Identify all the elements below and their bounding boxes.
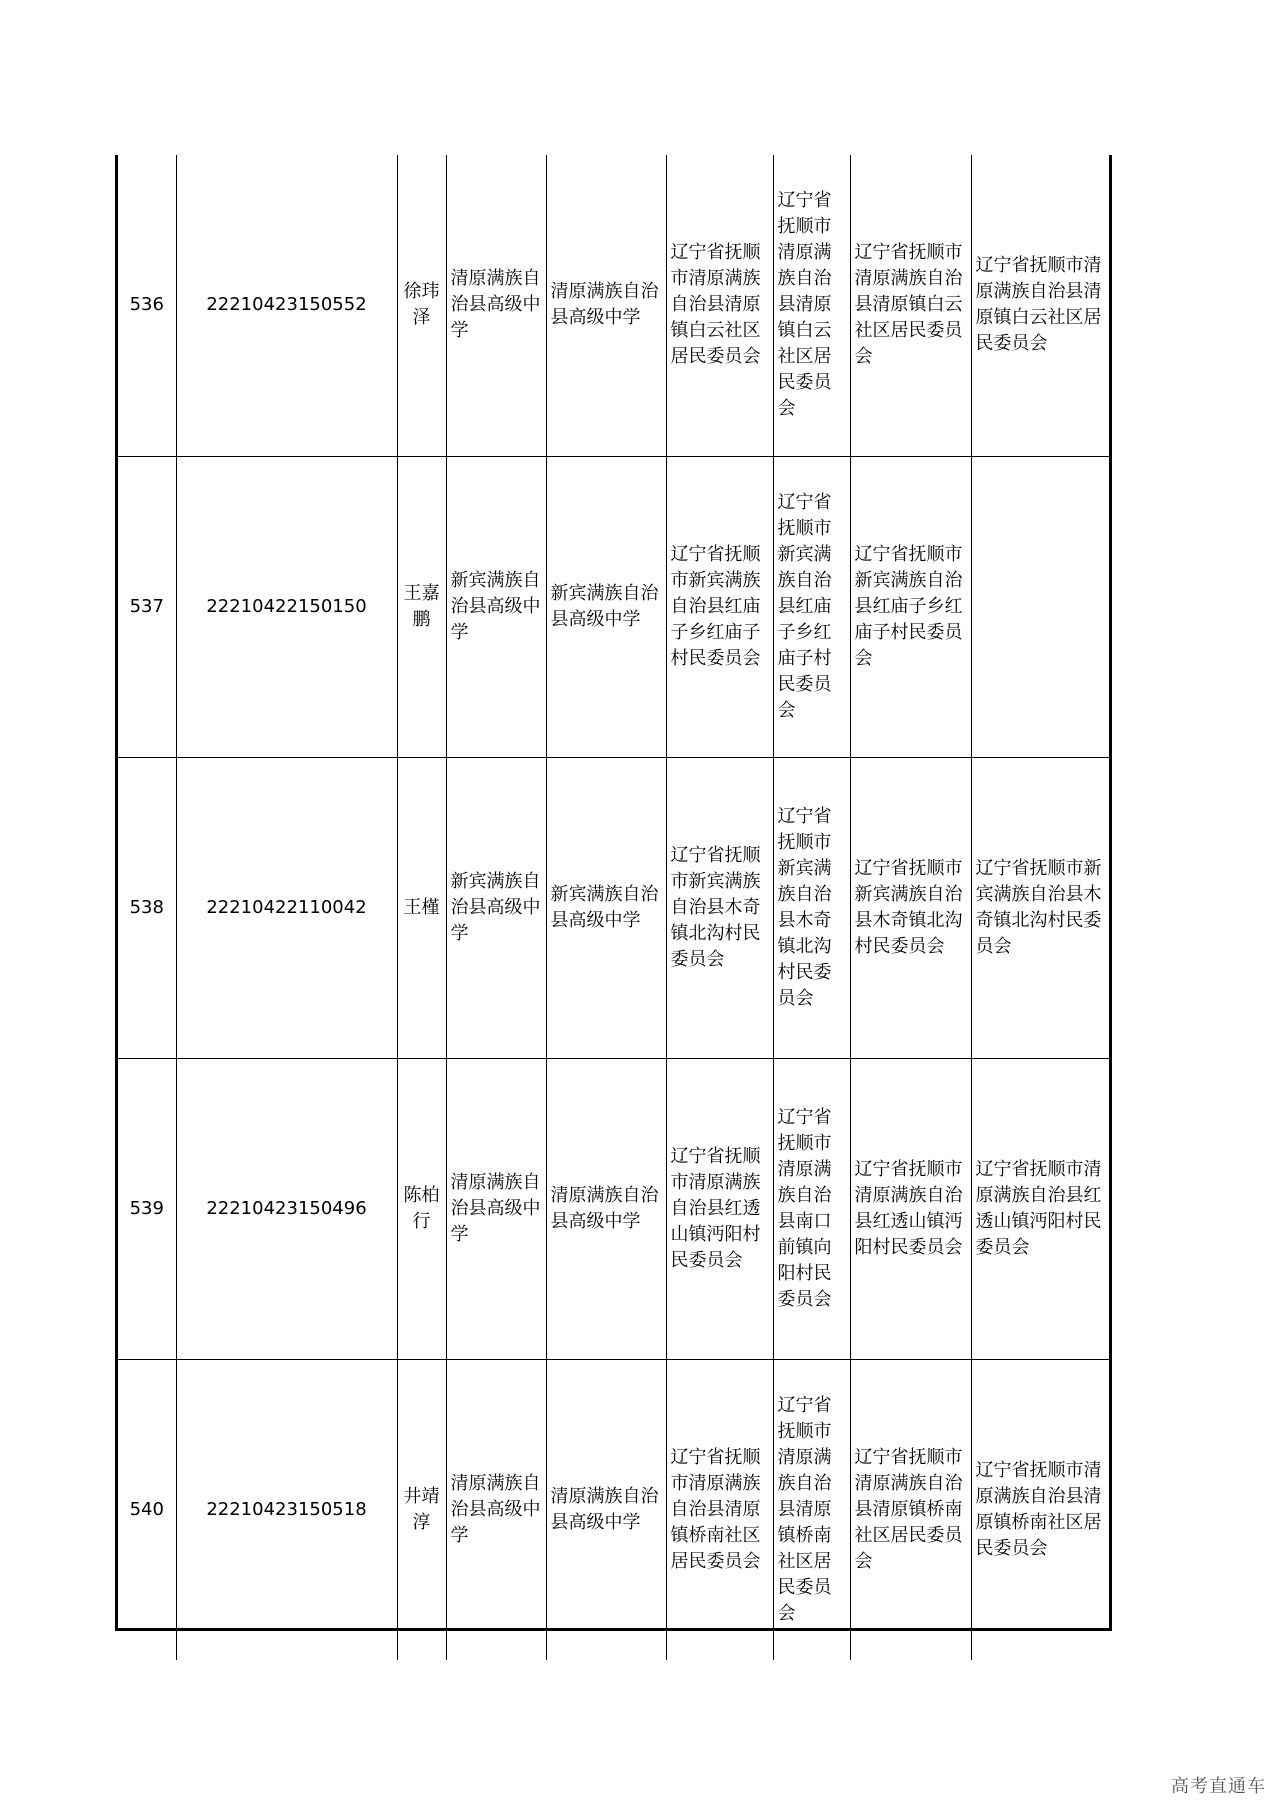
row-number: 540 bbox=[129, 1498, 164, 1520]
address-b: 辽宁省抚顺市清原满族自治县清原镇白云社区居民委员会 bbox=[773, 155, 850, 456]
school-full-name: 新宾满族自治县高级中学 bbox=[546, 456, 666, 757]
student-name: 井靖淳 bbox=[397, 1359, 446, 1660]
row-number: 539 bbox=[118, 1058, 176, 1359]
exam-id: 22210423150552 bbox=[176, 155, 397, 456]
student-name: 陈柏行 bbox=[397, 1058, 446, 1359]
watermark-text: 高考直通车 bbox=[1171, 1776, 1266, 1797]
exam-id: 22210422150150 bbox=[176, 456, 397, 757]
address-d: 辽宁省抚顺市清原满族自治县清原镇桥南社区居民委员会 bbox=[971, 1359, 1109, 1660]
address-b: 辽宁省抚顺市新宾满族自治县红庙子乡红庙子村民委员会 bbox=[773, 456, 850, 757]
table-row bbox=[118, 1359, 1109, 1660]
table-row bbox=[118, 1058, 1109, 1359]
roster-table-frame bbox=[115, 155, 1112, 1631]
address-a: 辽宁省抚顺市清原满族自治县清原镇白云社区居民委员会 bbox=[666, 155, 773, 456]
table-row bbox=[118, 155, 1109, 456]
school-name: 清原满族自治县高级中学 bbox=[446, 155, 546, 456]
exam-id: 22210422110042 bbox=[176, 757, 397, 1058]
address-c: 辽宁省抚顺市新宾满族自治县木奇镇北沟村民委员会 bbox=[850, 757, 971, 1058]
school-full-name: 清原满族自治县高级中学 bbox=[546, 1058, 666, 1359]
exam-id: 22210423150518 bbox=[176, 1359, 397, 1660]
address-a: 辽宁省抚顺市新宾满族自治县红庙子乡红庙子村民委员会 bbox=[666, 456, 773, 757]
address-d: 辽宁省抚顺市清原满族自治县清原镇白云社区居民委员会 bbox=[971, 155, 1109, 456]
school-full-name: 新宾满族自治县高级中学 bbox=[546, 757, 666, 1058]
address-b: 辽宁省抚顺市新宾满族自治县木奇镇北沟村民委员会 bbox=[773, 757, 850, 1058]
student-name: 王嘉鹏 bbox=[397, 456, 446, 757]
exam-id: 22210423150496 bbox=[176, 1058, 397, 1359]
address-c: 辽宁省抚顺市清原满族自治县红透山镇沔阳村民委员会 bbox=[850, 1058, 971, 1359]
school-full-name: 清原满族自治县高级中学 bbox=[546, 155, 666, 456]
school-name: 新宾满族自治县高级中学 bbox=[446, 456, 546, 757]
row-number: 537 bbox=[118, 456, 176, 757]
student-name: 王槿 bbox=[397, 757, 446, 1058]
address-b: 辽宁省抚顺市清原满族自治县清原镇桥南社区居民委员会 bbox=[773, 1359, 850, 1660]
address-c: 辽宁省抚顺市清原满族自治县清原镇白云社区居民委员会 bbox=[850, 155, 971, 456]
address-d bbox=[971, 456, 1109, 757]
roster-table bbox=[118, 155, 1109, 1660]
address-c: 辽宁省抚顺市清原满族自治县清原镇桥南社区居民委员会 bbox=[850, 1359, 971, 1660]
address-a: 辽宁省抚顺市新宾满族自治县木奇镇北沟村民委员会 bbox=[666, 757, 773, 1058]
school-name: 新宾满族自治县高级中学 bbox=[446, 757, 546, 1058]
address-d: 辽宁省抚顺市清原满族自治县红透山镇沔阳村民委员会 bbox=[971, 1058, 1109, 1359]
address-a: 辽宁省抚顺市清原满族自治县红透山镇沔阳村民委员会 bbox=[666, 1058, 773, 1359]
address-c: 辽宁省抚顺市新宾满族自治县红庙子乡红庙子村民委员会 bbox=[850, 456, 971, 757]
student-name: 徐玮泽 bbox=[397, 155, 446, 456]
table-row bbox=[118, 456, 1109, 757]
school-name: 清原满族自治县高级中学 bbox=[446, 1058, 546, 1359]
address-b: 辽宁省抚顺市清原满族自治县南口前镇向阳村民委员会 bbox=[773, 1058, 850, 1359]
table-row bbox=[118, 757, 1109, 1058]
address-a: 辽宁省抚顺市清原满族自治县清原镇桥南社区居民委员会 bbox=[666, 1359, 773, 1660]
school-full-name: 清原满族自治县高级中学 bbox=[546, 1359, 666, 1660]
address-d: 辽宁省抚顺市新宾满族自治县木奇镇北沟村民委员会 bbox=[971, 757, 1109, 1058]
row-number: 536 bbox=[118, 155, 176, 456]
row-number: 538 bbox=[118, 757, 176, 1058]
school-name: 清原满族自治县高级中学 bbox=[446, 1359, 546, 1660]
